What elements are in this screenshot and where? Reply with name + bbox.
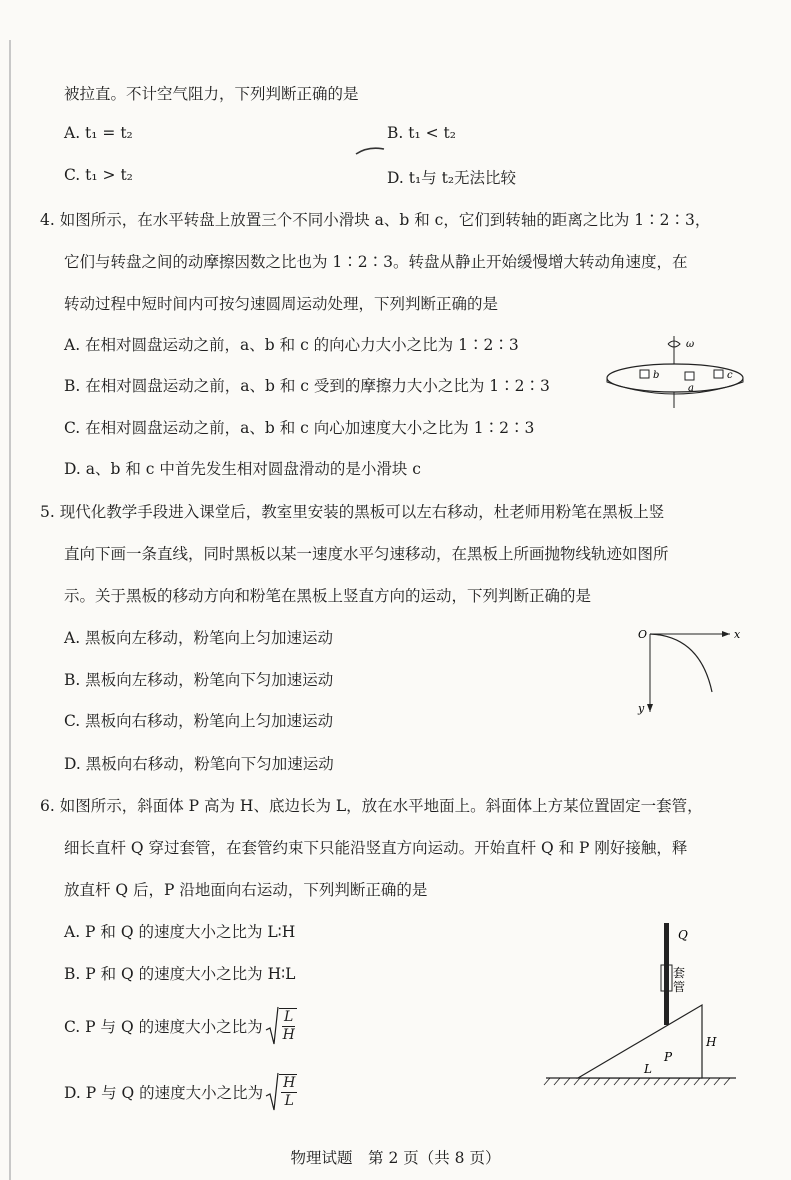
q5-option-b: B. 黑板向左移动，粉笔向下匀加速运动 [64,671,334,689]
q3-option-a: A. t₁ = t₂ [64,124,133,142]
turntable-figure [600,330,750,410]
q6-option-c-text: C. P 与 Q 的速度大小之比为 [64,1018,263,1036]
q6-option-c [64,1006,297,1046]
x-axis-label: x [734,628,741,641]
q5-option-d: D. 黑板向右移动，粉笔向下匀加速运动 [64,755,334,773]
omega-label: ω [686,339,695,350]
label-b: b [653,370,660,381]
q4-option-d: D. a、b 和 c 中首先发生相对圆盘滑动的是小滑块 c [64,460,421,478]
question-6-line-1: 6. 如图所示，斜面体 P 高为 H、底边长为 L，放在水平地面上。斜面体上方某位置固定一套管， [40,797,703,815]
q3-option-d: D. t₁与 t₂无法比较 [387,169,517,187]
label-a: a [688,383,694,394]
sqrt-l-over-h [265,1006,297,1046]
q4-option-a: A. 在相对圆盘运动之前，a、b 和 c 的向心力大小之比为 1∶2∶3 [64,336,519,354]
q6-option-d-text: D. P 与 Q 的速度大小之比为 [64,1084,264,1102]
question-6-line-2: 细长直杆 Q 穿过套管，在套管约束下只能沿竖直方向运动。开始直杆 Q 和 P 刚好接触，释 [64,839,688,857]
q6-option-a: A. P 和 Q 的速度大小之比为 L∶H [64,923,296,941]
question-5-line-2: 直向下画一条直线，同时黑板以某一速度水平匀速移动，在黑板上所画抛物线轨迹如图所 [64,545,669,563]
q3-option-b: B. t₁ < t₂ [387,124,456,142]
incline-rod-figure [540,915,740,1090]
question-5-line-3: 示。关于黑板的移动方向和粉笔在黑板上竖直方向的运动，下列判断正确的是 [64,587,592,605]
question-3-stem-tail: 被拉直。不计空气阻力，下列判断正确的是 [64,85,359,103]
label-q: Q [678,928,688,942]
fraction-numerator: H [283,1075,296,1091]
question-6-line-3: 放直杆 Q 后，P 沿地面向右运动，下列判断正确的是 [64,881,428,899]
fraction-denominator: H [282,1027,295,1043]
label-h: H [706,1035,717,1049]
page-footer: 物理试题 第 2 页（共 8 页） [290,1149,501,1167]
q5-option-c: C. 黑板向右移动，粉笔向上匀加速运动 [64,712,334,730]
q4-option-b: B. 在相对圆盘运动之前，a、b 和 c 受到的摩擦力大小之比为 1∶2∶3 [64,377,550,395]
sqrt-h-over-l [265,1072,297,1112]
label-l: L [644,1062,652,1076]
question-4-line-2: 它们与转盘之间的动摩擦因数之比也为 1∶2∶3。转盘从静止开始缓慢增大转动角速度，在 [64,253,688,271]
question-4-line-1: 4. 如图所示，在水平转盘上放置三个不同小滑块 a、b 和 c，它们到转轴的距离之比为 1∶2∶3， [40,211,711,229]
parabola-curve [650,634,712,692]
q6-option-b: B. P 和 Q 的速度大小之比为 H∶L [64,965,296,983]
block-c [714,370,723,378]
parabola-figure [630,620,750,720]
label-c: c [727,370,733,381]
question-5-line-1: 5. 现代化教学手段进入课堂后，教室里安装的黑板可以左右移动，杜老师用粉笔在黑板上竖 [40,503,665,521]
label-p: P [664,1050,673,1064]
block-a [685,372,694,380]
label-tube-1: 套 [673,966,686,980]
binding-margin-line [9,40,11,1180]
rod-q [664,923,669,1025]
block-b [640,370,649,378]
incline-p [578,1005,702,1078]
pen-mark [354,144,388,158]
fraction-numerator: L [284,1009,294,1025]
fraction-denominator: L [284,1093,294,1109]
origin-label: O [638,628,648,641]
q3-option-c: C. t₁ > t₂ [64,166,133,184]
question-4-line-3: 转动过程中短时间内可按匀速圆周运动处理，下列判断正确的是 [64,295,499,313]
q6-option-d [64,1072,297,1112]
q5-option-a: A. 黑板向左移动，粉笔向上匀加速运动 [64,629,334,647]
label-tube-2: 管 [673,980,686,994]
q4-option-c: C. 在相对圆盘运动之前，a、b 和 c 向心加速度大小之比为 1∶2∶3 [64,419,535,437]
y-axis-label: y [638,702,645,715]
